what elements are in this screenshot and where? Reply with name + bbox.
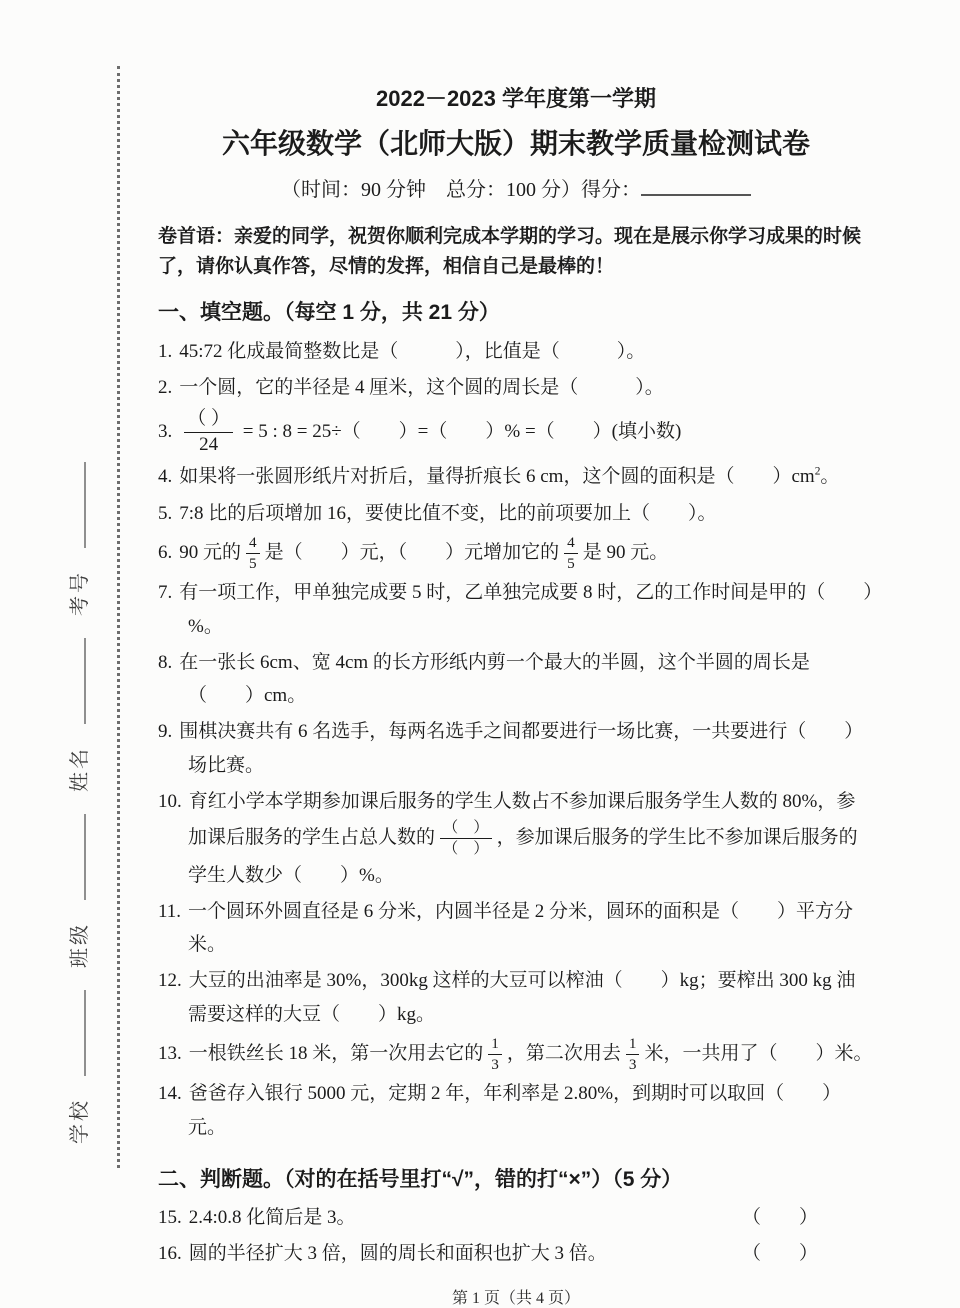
question-text: 育红小学本学期参加课后服务的学生人数占不参加课后服务学生人数的 80%，参加课后服务的学生占总人数的 $\frac{( )}{( )}$ ，参加课后服务的学生比不参加课后服务的学生人数少（ ）%。 [188, 790, 858, 886]
fraction: $\frac{4}{5}$ [564, 533, 578, 574]
question-text: 一个圆，它的半径是 4 厘米，这个圆的周长是（ ）。 [179, 376, 664, 398]
question-number: 12. [158, 970, 182, 992]
question-15 [158, 1201, 874, 1234]
paper-content [158, 86, 874, 1308]
question-number: 15. [158, 1207, 182, 1229]
question-6 [158, 533, 874, 574]
question-13 [158, 1034, 874, 1075]
section2-heading: 二、判断题。（对的在括号里打“√”，错的打“×”）（5 分） [158, 1167, 683, 1191]
question-number: 13. [158, 1042, 182, 1064]
question-text: 7:8 比的后项增加 16，要使比值不变，比的前项要加上（ ）。 [179, 502, 717, 524]
question-text: 围棋决赛共有 6 名选手，每两名选手之间都要进行一场比赛，一共要进行（ ）场比赛。 [179, 721, 864, 776]
question-number: 9. [158, 721, 173, 743]
exam-number-field-label: 考号 [69, 570, 91, 616]
question-text: 一个圆环外圆直径是 6 分米，内圆半径是 2 分米，圆环的面积是（ ）平方分米。 [188, 900, 854, 956]
question-2 [158, 371, 874, 404]
time-total-score-text: （时间：90 分钟 总分：100 分）得分： [281, 179, 641, 202]
question-text: 2.4:0.8 化简后是 3。 [188, 1207, 356, 1229]
foreword-paragraph: 卷首语：亲爱的同学，祝贺你顺利完成本学期的学习。现在是展示你学习成果的时候了，请你认真作答，尽情的发挥，相信自己是最棒的！ [158, 226, 862, 277]
question-number: 6. [158, 541, 173, 563]
question-1 [158, 335, 874, 368]
question-number: 3. [158, 420, 173, 442]
question-number: 11. [158, 900, 182, 922]
question-number: 10. [158, 790, 182, 812]
question-text: 一根铁丝长 18 米，第一次用去它的 $\frac{1}{3}$ ，第二次用去 $\frac{1}{3}$ 米，一共用了（ ）米。 [188, 1034, 873, 1073]
question-number: 8. [158, 651, 173, 673]
question-12 [158, 964, 874, 1031]
fraction: $\frac{1}{3}$ [488, 1034, 502, 1075]
seal-dotted-line [117, 66, 120, 1168]
answer-parentheses: （ ） [741, 1243, 818, 1265]
answer-parentheses: （ ） [741, 1207, 818, 1229]
question-7 [158, 576, 874, 643]
question-text: 在一张长 6cm、宽 4cm 的长方形纸内剪一个最大的半圆，这个半圆的周长是（ ）cm。 [179, 651, 810, 707]
question-text: 爸爸存入银行 5000 元，定期 2 年，年利率是 2.80%，到期时可以取回（ ）元。 [188, 1083, 842, 1138]
class-field-label: 班级 [69, 922, 91, 968]
question-16 [158, 1237, 874, 1270]
name-blank-line [64, 638, 86, 724]
question-3 [158, 407, 874, 457]
question-text: 圆的半径扩大 3 倍，圆的周长和面积也扩大 3 倍。 [188, 1243, 607, 1265]
question-14 [158, 1077, 874, 1144]
margin-student-fields [63, 412, 89, 1172]
question-4 [158, 460, 874, 493]
exam-number-blank-line [64, 462, 86, 548]
question-number: 2. [158, 376, 173, 398]
question-10 [158, 785, 874, 892]
fraction: $\frac{4}{5}$ [246, 533, 260, 574]
paper-title: 六年级数学（北师大版）期末教学质量检测试卷 [221, 128, 810, 160]
question-text: $\frac{( )}{24}$ = 5 : 8 = 25÷（ ）=（ ）% =（ ）(填小数) [179, 421, 681, 442]
school-field-label: 学校 [69, 1098, 91, 1144]
fraction: $\frac{( )}{24}$ [184, 407, 233, 457]
question-text: 90 元的 $\frac{4}{5}$ 是（ ）元，（ ）元增加它的 $\frac{4}{5}$ 是 90 元。 [179, 533, 669, 572]
fraction: $\frac{( )}{( )}$ [440, 818, 492, 859]
school-term-line: 2022－2023 学年度第一学期 [376, 86, 656, 111]
question-5 [158, 497, 874, 530]
fraction: $\frac{1}{3}$ [626, 1034, 640, 1075]
question-number: 14. [158, 1083, 182, 1105]
question-text: 如果将一张圆形纸片对折后，量得折痕长 6 cm，这个圆的面积是（ ）$cm^2$。 [179, 466, 840, 488]
question-11 [158, 895, 874, 962]
question-number: 1. [158, 340, 173, 362]
question-text: 有一项工作，甲单独完成要 5 时，乙单独完成要 8 时，乙的工作时间是甲的（ ）%。 [179, 582, 873, 637]
name-field-label: 姓名 [69, 746, 91, 792]
paper-meta-line [158, 173, 874, 202]
question-9 [158, 715, 874, 782]
section1-heading: 一、填空题。（每空 1 分，共 21 分） [158, 301, 500, 325]
question-number: 4. [158, 466, 173, 488]
class-blank-line [64, 814, 86, 900]
school-blank-line [64, 990, 86, 1076]
question-text: 大豆的出油率是 30%，300kg 这样的大豆可以榨油（ ）kg；要榨出 300 kg 油需要这样的大豆（ ）kg。 [188, 970, 856, 1025]
question-number: 5. [158, 502, 173, 524]
page-footer: 第 1 页（共 4 页） [451, 1289, 580, 1307]
question-8 [158, 646, 874, 713]
question-text: 45:72 化成最简整数比是（ ），比值是（ ）。 [179, 340, 646, 362]
question-number: 16. [158, 1243, 182, 1265]
question-number: 7. [158, 582, 173, 604]
score-blank-line [641, 174, 751, 196]
